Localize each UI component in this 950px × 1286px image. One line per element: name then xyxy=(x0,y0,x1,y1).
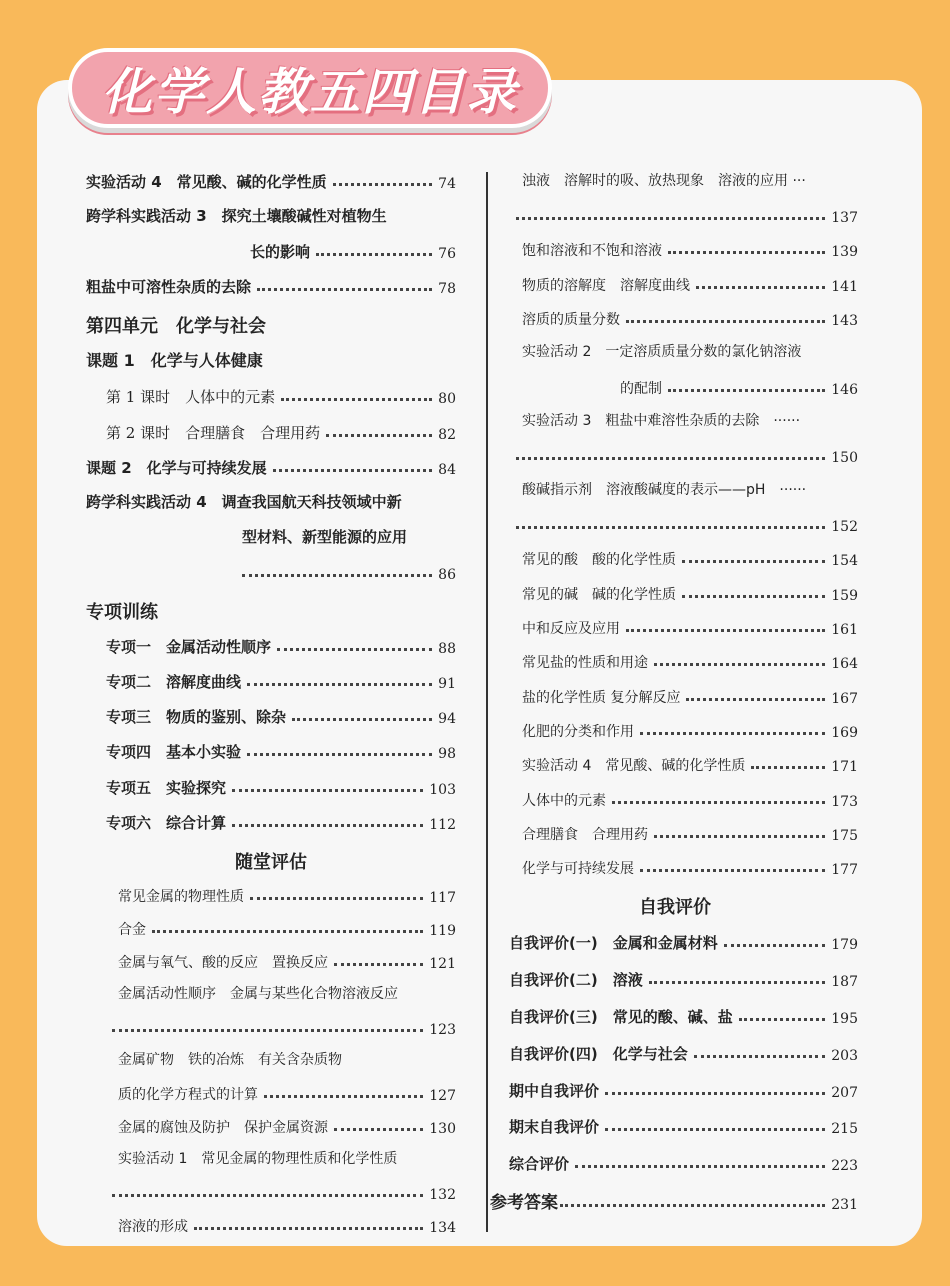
section-heading: 自我评价 xyxy=(639,897,711,918)
toc-entry[interactable]: 金属与氧气、酸的反应 置换反应 121 xyxy=(118,955,456,972)
toc-entry[interactable]: 137 xyxy=(516,204,858,226)
toc-entry[interactable]: 金属的腐蚀及防护 保护金属资源 130 xyxy=(118,1120,456,1137)
toc-entry-line[interactable]: 跨学科实践活动 4 调查我国航天科技领域中新 xyxy=(86,493,402,511)
toc-entry[interactable]: 化肥的分类和作用 169 xyxy=(522,724,858,741)
toc-entry-line[interactable]: 型材料、新型能源的应用 xyxy=(242,528,408,546)
toc-entry[interactable]: 溶液的形成 134 xyxy=(118,1219,456,1236)
toc-entry[interactable]: 粗盐中可溶性杂质的去除 78 xyxy=(86,278,456,297)
toc-entry[interactable]: 合理膳食 合理用药 175 xyxy=(522,827,858,844)
section-heading: 专项训练 xyxy=(86,602,158,623)
toc-entry[interactable]: 150 xyxy=(516,444,858,466)
toc-entry[interactable]: 合金 119 xyxy=(118,922,456,939)
toc-entry[interactable]: 中和反应及应用 161 xyxy=(522,621,858,638)
toc-entry-line[interactable]: 实验活动 2 一定溶质质量分数的氯化钠溶液 xyxy=(522,344,802,360)
toc-entry[interactable]: 参考答案 231 xyxy=(490,1193,858,1213)
lesson-heading: 课题 1 化学与人体健康 xyxy=(86,351,263,370)
section-heading: 随堂评估 xyxy=(235,852,307,873)
toc-entry[interactable]: 专项一 金属活动性顺序 88 xyxy=(106,638,456,657)
toc-entry-line[interactable]: 酸碱指示剂 溶液酸碱度的表示——pH ······ xyxy=(522,482,807,498)
toc-entry[interactable]: 自我评价(三) 常见的酸、碱、盐 195 xyxy=(509,1008,858,1027)
toc-entry-line[interactable]: 实验活动 1 常见金属的物理性质和化学性质 xyxy=(118,1151,398,1167)
toc-entry[interactable]: 长的影响 76 xyxy=(250,243,456,262)
toc-entry[interactable]: 第 2 课时 合理膳食 合理用药 82 xyxy=(106,424,456,443)
page-title: 化学人教五四目录 xyxy=(102,63,518,121)
toc-entry[interactable]: 86 xyxy=(242,561,456,583)
toc-entry[interactable]: 盐的化学性质 复分解反应 167 xyxy=(522,690,858,707)
toc-entry[interactable]: 综合评价 223 xyxy=(509,1155,858,1174)
toc-entry[interactable]: 专项五 实验探究 103 xyxy=(106,779,456,798)
toc-entry[interactable]: 溶质的质量分数 143 xyxy=(522,312,858,329)
toc-entry[interactable]: 实验活动 4 常见酸、碱的化学性质 171 xyxy=(522,758,858,775)
toc-entry[interactable]: 自我评价(四) 化学与社会 203 xyxy=(509,1045,858,1064)
toc-entry[interactable]: 152 xyxy=(516,513,858,535)
column-divider xyxy=(486,172,488,1232)
title-banner xyxy=(68,48,552,128)
toc-entry[interactable]: 第 1 课时 人体中的元素 80 xyxy=(106,388,456,407)
toc-entry[interactable]: 质的化学方程式的计算 127 xyxy=(118,1087,456,1104)
toc-entry[interactable]: 期中自我评价 207 xyxy=(509,1082,858,1101)
toc-entry[interactable]: 的配制 146 xyxy=(620,381,858,398)
toc-entry[interactable]: 实验活动 4 常见酸、碱的化学性质 74 xyxy=(86,173,456,192)
toc-entry-line[interactable]: 跨学科实践活动 3 探究土壤酸碱性对植物生 xyxy=(86,207,387,225)
toc-entry[interactable]: 人体中的元素 173 xyxy=(522,793,858,810)
toc-entry[interactable]: 期末自我评价 215 xyxy=(509,1118,858,1137)
toc-entry[interactable]: 常见的碱 碱的化学性质 159 xyxy=(522,587,858,604)
toc-entry[interactable]: 常见盐的性质和用途 164 xyxy=(522,655,858,672)
toc-entry[interactable]: 课题 2 化学与可持续发展 84 xyxy=(86,459,456,478)
toc-entry-line[interactable]: 金属矿物 铁的冶炼 有关含杂质物 xyxy=(118,1052,342,1068)
unit-heading: 第四单元 化学与社会 xyxy=(86,316,266,337)
toc-entry[interactable]: 123 xyxy=(112,1016,456,1038)
toc-entry[interactable]: 常见金属的物理性质 117 xyxy=(118,889,456,906)
toc-entry[interactable]: 自我评价(二) 溶液 187 xyxy=(509,971,858,990)
toc-entry[interactable]: 专项二 溶解度曲线 91 xyxy=(106,673,456,692)
toc-entry[interactable]: 化学与可持续发展 177 xyxy=(522,861,858,878)
toc-entry[interactable]: 自我评价(一) 金属和金属材料 179 xyxy=(509,934,858,953)
toc-entry-line[interactable]: 金属活动性顺序 金属与某些化合物溶液反应 xyxy=(118,986,398,1002)
toc-entry[interactable]: 专项三 物质的鉴别、除杂 94 xyxy=(106,708,456,727)
toc-entry[interactable]: 专项四 基本小实验 98 xyxy=(106,743,456,762)
toc-entry[interactable]: 物质的溶解度 溶解度曲线 141 xyxy=(522,278,858,295)
toc-entry[interactable]: 专项六 综合计算 112 xyxy=(106,814,456,833)
toc-entry[interactable]: 132 xyxy=(112,1181,456,1203)
toc-entry[interactable]: 常见的酸 酸的化学性质 154 xyxy=(522,552,858,569)
toc-entry-line[interactable]: 实验活动 3 粗盐中难溶性杂质的去除 ······ xyxy=(522,413,801,429)
toc-entry-line[interactable]: 浊液 溶解时的吸、放热现象 溶液的应用 ··· xyxy=(522,173,806,189)
toc-entry[interactable]: 饱和溶液和不饱和溶液 139 xyxy=(522,243,858,260)
